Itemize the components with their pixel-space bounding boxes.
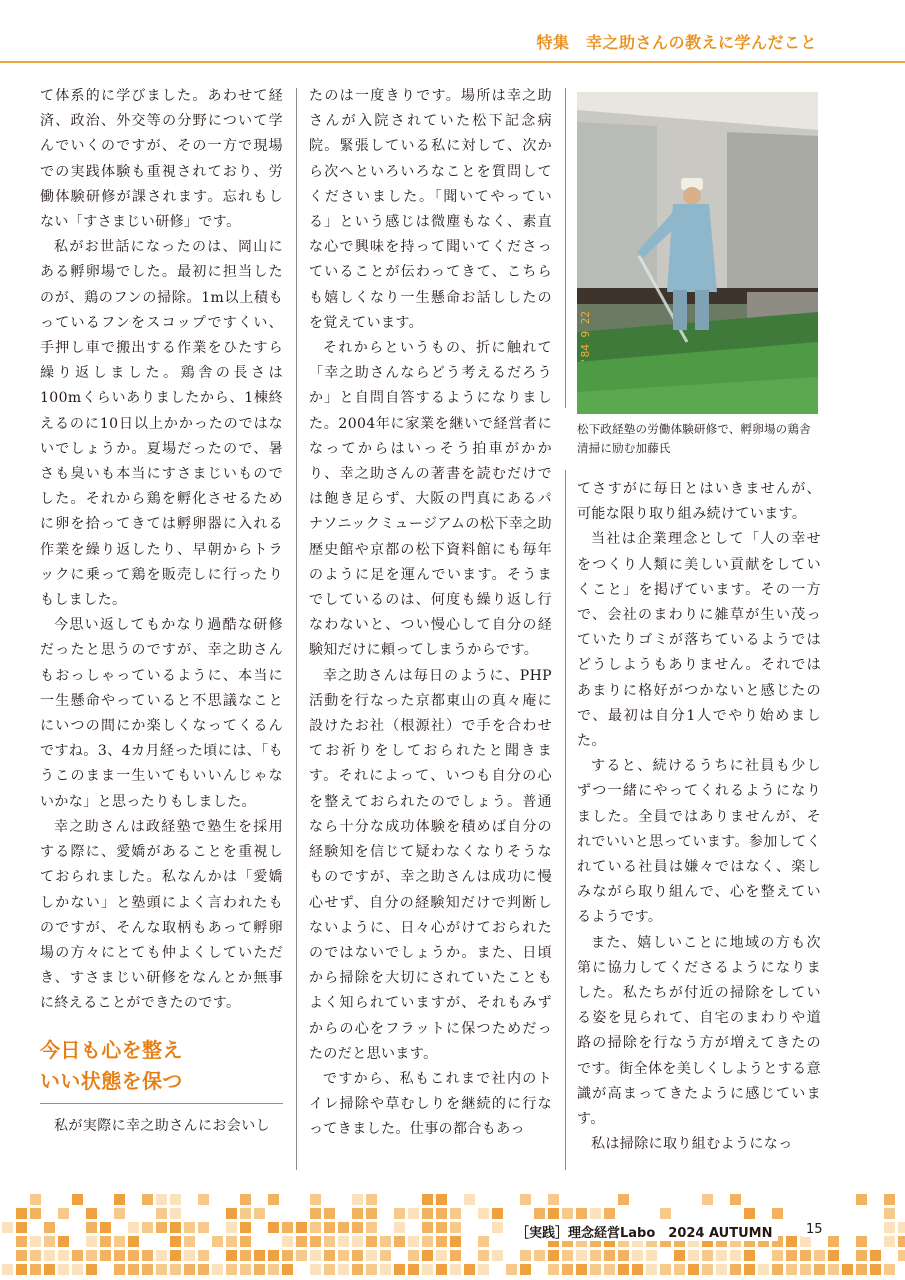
footer-square (884, 1222, 895, 1233)
footer-square (254, 1250, 265, 1261)
footer-square (856, 1264, 867, 1275)
footer-square (352, 1194, 363, 1205)
footer-square (198, 1250, 209, 1261)
section-rule (40, 1103, 283, 1104)
footer-square (30, 1194, 41, 1205)
training-photo (577, 92, 818, 414)
column-divider (565, 88, 566, 408)
footer-square (520, 1194, 531, 1205)
footer-square (310, 1222, 321, 1233)
footer-square (30, 1208, 41, 1219)
footer-square (142, 1194, 153, 1205)
footer-square (156, 1222, 167, 1233)
footer-square (632, 1264, 643, 1275)
footer-square (212, 1264, 223, 1275)
footer-square (366, 1250, 377, 1261)
footer-square (478, 1208, 489, 1219)
footer-square (716, 1250, 727, 1261)
footer-square (702, 1250, 713, 1261)
footer-square (464, 1194, 475, 1205)
footer-square (240, 1236, 251, 1247)
footer-square (744, 1208, 755, 1219)
footer-square (436, 1194, 447, 1205)
footer-square (674, 1250, 685, 1261)
paragraph: たのは一度きりです。場所は幸之助さんが入院されていた松下記念病院。緊張している私に対して、次から次へといろいろなことを質問してくださいました。「聞いてやっている」という感じは微塵もなく、素直な心で興味を持って聞いてくださっていることが伝わってきて、こちらも嬉しくなり一生懸命お話ししたのを覚えています。 (309, 88, 552, 331)
footer-square (30, 1236, 41, 1247)
footer-square (800, 1236, 811, 1247)
paragraph: 今思い返してもかなり過酷な研修だったと思うのですが、幸之助さんもおっしゃっているように、本当に一生懸命やっていると不思議なことにいつの間にか楽しくなってくるんですね。3、4カ月経った頃には、「もうこのまま一生いてもいいんじゃないかな」と思ったりもしました。 (40, 617, 283, 810)
footer-square (16, 1250, 27, 1261)
header-rule (0, 61, 905, 63)
footer-square (226, 1208, 237, 1219)
footer-square (534, 1208, 545, 1219)
footer-square (170, 1250, 181, 1261)
footer-square (436, 1264, 447, 1275)
footer-square (16, 1264, 27, 1275)
footer-square (898, 1222, 905, 1233)
footer-square (422, 1222, 433, 1233)
footer-square (2, 1264, 13, 1275)
footer-square (282, 1264, 293, 1275)
footer-square (114, 1194, 125, 1205)
footer-square (324, 1264, 335, 1275)
footer-square (58, 1208, 69, 1219)
footer-square (492, 1250, 503, 1261)
footer-square (436, 1250, 447, 1261)
paragraph: また、嬉しいことに地域の方も次第に協力してくださるようになりました。私たちが付近の掃除をしている姿を見られて、自宅のまわりや道路の掃除を行なう方が増えてきたのです。街全体を美しくしようとする意識が高まってきたように感じています。 (577, 934, 821, 1128)
footer-square (772, 1250, 783, 1261)
footer-square (170, 1194, 181, 1205)
footer-square (646, 1264, 657, 1275)
footer-square (72, 1194, 83, 1205)
footer-square (576, 1208, 587, 1219)
footer-square (884, 1236, 895, 1247)
footer-square (324, 1250, 335, 1261)
paragraph: てさすがに毎日とはいきませんが、可能な限り取り組み続けています。 (577, 481, 821, 523)
column-3 (577, 477, 821, 1157)
footer-square (352, 1222, 363, 1233)
column-divider (565, 470, 566, 1170)
footer-square (296, 1250, 307, 1261)
paragraph: 幸之助さんは毎日のように、PHP活動を行なった京都東山の真々庵に設けたお社（根源社）で手を合わせてお祈りをしておられたと聞きます。それによって、いつも自分の心を整えておられたのでしょう。普通なら十分な成功体験を積めば自分の経験知を信じて疑わなくなりそうなものですが、幸之助さんは成功に慢心せず、自分の経験知だけで判断しないように、日々心がけておられたのではないでしょうか。また、日頃から掃除を大切にされていたこともよく知られていますが、それもみずからの心をフラットに保つためだったのだと思います。 (309, 667, 552, 1062)
footer-square (394, 1222, 405, 1233)
footer-square (58, 1264, 69, 1275)
footer-square (520, 1250, 531, 1261)
footer-square (618, 1264, 629, 1275)
magazine-title: ［実践］理念経営Labo 2024 AUTUMN (510, 1222, 778, 1241)
footer-square (562, 1264, 573, 1275)
footer-square (394, 1236, 405, 1247)
footer-square (30, 1264, 41, 1275)
footer-square (72, 1264, 83, 1275)
footer-square (408, 1250, 419, 1261)
footer-square (520, 1264, 531, 1275)
footer-square (114, 1250, 125, 1261)
footer-square (688, 1250, 699, 1261)
footer-square (450, 1264, 461, 1275)
header-title: 特集 幸之助さんの教えに学んだこと (536, 33, 817, 52)
footer-square (156, 1250, 167, 1261)
footer-square (884, 1208, 895, 1219)
footer-square (16, 1222, 27, 1233)
footer-square (142, 1250, 153, 1261)
footer-square (128, 1222, 139, 1233)
footer-square (366, 1208, 377, 1219)
column-divider (296, 88, 297, 1170)
footer-square (296, 1222, 307, 1233)
footer-square (436, 1222, 447, 1233)
footer-square (240, 1222, 251, 1233)
footer-square (506, 1264, 517, 1275)
footer-square (422, 1250, 433, 1261)
footer-square (856, 1250, 867, 1261)
footer-square (240, 1264, 251, 1275)
footer-square (646, 1250, 657, 1261)
footer-square (618, 1194, 629, 1205)
footer-square (352, 1264, 363, 1275)
footer-square (58, 1236, 69, 1247)
footer-square (44, 1264, 55, 1275)
paragraph: 私が実際に幸之助さんにお会いし (54, 1117, 270, 1134)
footer-square (352, 1208, 363, 1219)
footer-square (492, 1222, 503, 1233)
footer-square (772, 1208, 783, 1219)
paragraph: 私は掃除に取り組むようになっ (591, 1136, 793, 1153)
footer-square (408, 1236, 419, 1247)
footer-square (296, 1236, 307, 1247)
footer-square (548, 1208, 559, 1219)
footer-square (2, 1222, 13, 1233)
footer-square (758, 1264, 769, 1275)
footer-square (142, 1222, 153, 1233)
footer-square (100, 1236, 111, 1247)
column-1 (40, 84, 283, 1139)
footer-square (226, 1250, 237, 1261)
footer-square (604, 1264, 615, 1275)
footer-square (380, 1264, 391, 1275)
footer-square (324, 1236, 335, 1247)
footer-square (786, 1236, 797, 1247)
paragraph: ですから、私もこれまで社内のトイレ掃除や草むしりを継続的に行なってきました。仕事の都合もあっ (309, 1070, 552, 1138)
footer-square (184, 1264, 195, 1275)
footer-square (226, 1222, 237, 1233)
footer-square (870, 1264, 881, 1275)
footer-square (240, 1250, 251, 1261)
footer-square (786, 1250, 797, 1261)
footer-square (842, 1264, 853, 1275)
footer-square (618, 1250, 629, 1261)
footer-square (86, 1222, 97, 1233)
footer-square (884, 1194, 895, 1205)
paragraph: 当社は企業理念として「人の幸せをつくり人類に美しい貢献をしていくこと」を掲げています。その一方で、会社のまわりに雑草が生い茂っていたりゴミが落ちているようではどうしようもありません。それではあまりに格好がつかないと感じたので、最初は自分1人でやり始めました。 (577, 531, 821, 750)
footer-square (30, 1250, 41, 1261)
footer-square (310, 1194, 321, 1205)
paragraph: て体系的に学びました。あわせて経済、政治、外交等の分野について学んでいくのですが、その一方で現場での実践体験も重視されており、労働体験研修が課されます。忘れもしない「すさまじい研修」です。 (40, 88, 283, 231)
footer-square (198, 1264, 209, 1275)
footer-square (100, 1250, 111, 1261)
footer-square (422, 1264, 433, 1275)
footer-square (450, 1250, 461, 1261)
footer-square (366, 1222, 377, 1233)
footer-square (86, 1264, 97, 1275)
footer-square (86, 1250, 97, 1261)
footer-square (100, 1222, 111, 1233)
footer-square (716, 1264, 727, 1275)
footer-square (828, 1236, 839, 1247)
footer-square (338, 1250, 349, 1261)
page-number: 15 (802, 1222, 827, 1237)
footer-square (170, 1222, 181, 1233)
footer-square (114, 1264, 125, 1275)
footer-square (212, 1236, 223, 1247)
footer-square (688, 1264, 699, 1275)
footer-square (170, 1264, 181, 1275)
footer-square (590, 1250, 601, 1261)
footer-square (72, 1250, 83, 1261)
footer-square (856, 1236, 867, 1247)
footer-square (408, 1208, 419, 1219)
footer-square (632, 1250, 643, 1261)
footer-square (800, 1264, 811, 1275)
footer-square (450, 1208, 461, 1219)
footer-square (590, 1208, 601, 1219)
footer-square (548, 1194, 559, 1205)
footer-square (394, 1264, 405, 1275)
footer-square (282, 1250, 293, 1261)
footer-square (380, 1250, 391, 1261)
footer-square (282, 1222, 293, 1233)
paragraph: それからというもの、折に触れて「幸之助さんならどう考えるだろうか」と自問自答するようになりました。2004年に家業を継いで経営者になってからはいっそう拍車がかかり、幸之助さんの著書を読むだけでは飽き足らず、大阪の門真にあるパナソニックミュージアムの松下幸之助歴史館や京都の松下資料館にも毎年のように足を運んでいます。そうまでしているのは、何度も繰り返し行なわないと、つい慢心して自分の経験知だけに頼ってしまうからです。 (309, 340, 552, 659)
footer-square (380, 1236, 391, 1247)
footer-square (170, 1236, 181, 1247)
footer-square (744, 1264, 755, 1275)
section-heading-line: 今日も心を整え (40, 1037, 183, 1062)
footer-square (366, 1236, 377, 1247)
footer-square (702, 1194, 713, 1205)
footer-square (730, 1250, 741, 1261)
footer-square (254, 1208, 265, 1219)
footer-square (352, 1236, 363, 1247)
footer-square (310, 1250, 321, 1261)
footer-square (562, 1208, 573, 1219)
footer-square (744, 1250, 755, 1261)
footer-square (338, 1264, 349, 1275)
footer-square (660, 1264, 671, 1275)
footer-square (44, 1236, 55, 1247)
footer-square (16, 1236, 27, 1247)
footer-square (478, 1250, 489, 1261)
footer-square (478, 1264, 489, 1275)
footer-square (240, 1194, 251, 1205)
footer-square (338, 1236, 349, 1247)
photo-caption: 松下政経塾の労働体験研修で、孵卵場の鶏舎清掃に励む加藤氏 (577, 422, 811, 455)
footer-square (408, 1264, 419, 1275)
footer-square (324, 1222, 335, 1233)
footer-square (366, 1194, 377, 1205)
column-2 (309, 84, 552, 1143)
footer-square (730, 1264, 741, 1275)
footer-square (142, 1264, 153, 1275)
footer-square (576, 1264, 587, 1275)
footer-square (184, 1250, 195, 1261)
footer-square (310, 1208, 321, 1219)
footer-square (254, 1264, 265, 1275)
footer-square (268, 1264, 279, 1275)
footer-square (198, 1194, 209, 1205)
footer-square (730, 1194, 741, 1205)
footer-square (128, 1264, 139, 1275)
footer-square (548, 1264, 559, 1275)
footer-square (366, 1264, 377, 1275)
footer-square (562, 1250, 573, 1261)
footer-square (282, 1236, 293, 1247)
footer-square (702, 1264, 713, 1275)
section-heading (40, 1035, 283, 1097)
footer-square (674, 1264, 685, 1275)
footer-square (156, 1264, 167, 1275)
footer-square (884, 1264, 895, 1275)
footer-square (422, 1194, 433, 1205)
footer-square (16, 1208, 27, 1219)
footer-square (226, 1236, 237, 1247)
footer-square (338, 1222, 349, 1233)
footer-square (436, 1208, 447, 1219)
footer-square (786, 1264, 797, 1275)
footer-square (114, 1208, 125, 1219)
footer-square (590, 1264, 601, 1275)
footer-square (268, 1250, 279, 1261)
footer-square (604, 1250, 615, 1261)
footer-square (268, 1222, 279, 1233)
footer-square (604, 1208, 615, 1219)
footer-square (870, 1250, 881, 1261)
footer-square (800, 1250, 811, 1261)
footer-square (450, 1222, 461, 1233)
footer-square (478, 1236, 489, 1247)
footer-square (184, 1222, 195, 1233)
footer-square (324, 1208, 335, 1219)
paragraph: 私がお世話になったのは、岡山にある孵卵場でした。最初に担当したのが、鶏のフンの掃除。1m以上積もっているフンをスコップですくい、手押し車で搬出する作業をひたすら繰り返しました。鶏舎の長さは100mくらいありましたから、1棟終えるのに10日以上かかったのではないでしょうか。夏場だったので、暑さも臭いも本当にすさまじいものでした。それから鶏を孵化させるために卵を拾ってきては孵卵器に入れる作業を繰り返したり、早朝からトラックに乗って鶏を販売しに行ったりもしました。 (40, 239, 283, 609)
footer-square (828, 1264, 839, 1275)
footer-square (86, 1208, 97, 1219)
footer-square (814, 1264, 825, 1275)
footer-square (156, 1208, 167, 1219)
footer-square (576, 1250, 587, 1261)
footer-square (44, 1250, 55, 1261)
section-heading-line: いい状態を保つ (40, 1068, 183, 1093)
footer-square (198, 1222, 209, 1233)
footer-square (548, 1250, 559, 1261)
footer-square (814, 1250, 825, 1261)
footer-square (128, 1250, 139, 1261)
footer-square (44, 1222, 55, 1233)
footer-square (492, 1208, 503, 1219)
footer-square (660, 1208, 671, 1219)
footer-square (226, 1264, 237, 1275)
footer-square (898, 1250, 905, 1261)
footer-square (394, 1208, 405, 1219)
footer-square (128, 1236, 139, 1247)
footer-square (114, 1236, 125, 1247)
footer-square (828, 1250, 839, 1261)
footer-square (422, 1208, 433, 1219)
footer-square (856, 1194, 867, 1205)
footer-square (156, 1194, 167, 1205)
footer-square (268, 1194, 279, 1205)
footer-square (898, 1236, 905, 1247)
footer-square (422, 1236, 433, 1247)
footer-square (310, 1264, 321, 1275)
footer-square (464, 1264, 475, 1275)
footer-square (534, 1250, 545, 1261)
footer-square (450, 1236, 461, 1247)
footer-square (170, 1208, 181, 1219)
footer-square (86, 1236, 97, 1247)
footer-square (772, 1264, 783, 1275)
paragraph: すると、続けるうちに社員も少しずつ一緒にやってくれるようになりました。全員ではありませんが、それでいいと思っています。参加してくれている社員は嫌々ではなく、楽しみながら取り組んで、心を整えているようです。 (577, 758, 821, 926)
footer-square (184, 1236, 195, 1247)
footer-square (240, 1208, 251, 1219)
footer-square (310, 1236, 321, 1247)
footer-square (352, 1250, 363, 1261)
footer-square (436, 1236, 447, 1247)
footer-square (58, 1250, 69, 1261)
photo-date-stamp: '84 9 22 (579, 311, 592, 364)
paragraph: 幸之助さんは政経塾で塾生を採用する際に、愛嬌があることを重視しておられました。私なんかは「愛嬌しかない」と塾頭によく言われたものですが、そんな取柄もあって孵卵場の方々にとても仲よくしていただき、すさまじい研修をなんとか無事に終えることができたのです。 (40, 818, 283, 1012)
